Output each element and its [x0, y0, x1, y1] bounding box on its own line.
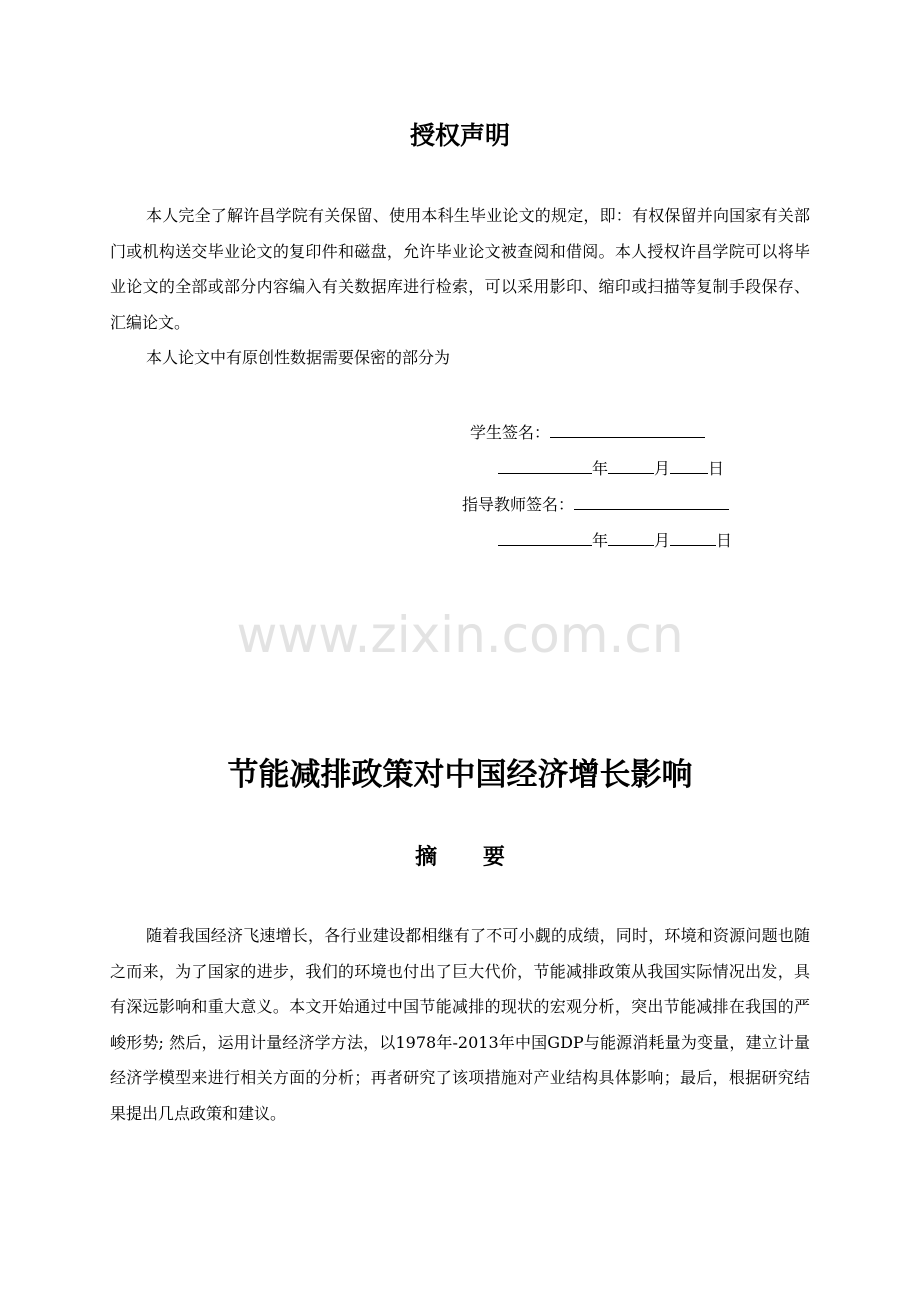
confidential-part-paragraph: 本人论文中有原创性数据需要保密的部分为 [146, 348, 451, 367]
advisor-signature-blank[interactable] [574, 491, 729, 510]
advisor-year-blank[interactable] [498, 527, 592, 546]
student-signature-blank[interactable] [550, 419, 705, 438]
authorization-title: 授权声明 [409, 121, 510, 150]
thesis-title: 节能减排政策对中国经济增长影响 [227, 757, 693, 793]
abstract-heading: 摘 要 [415, 845, 505, 870]
student-date-row [498, 455, 724, 481]
student-month-blank[interactable] [608, 455, 654, 474]
student-year-blank[interactable] [498, 455, 592, 474]
abstract-paragraph: 随着我国经济飞速增长，各行业建设都相继有了不可小觑的成绩，同时，环境和资源问题也随之而来，为了国家的进步，我们的环境也付出了巨大代价，节能减排政策从我国实际情况出发，具有深远影响和重大意义。本文开始通过中国节能减排的现状的宏观分析，突出节能减排在我国的严峻形势; 然后，运用计量经济学方法，以1978年-2013年中国GDP与能源消耗量为变量，建立计量经济学模型来进行相关方面的分析；再者研究了该项措施对产业结构具体影响；最后，根据研究结果提出几点政策和建议。 [110, 926, 810, 1123]
advisor-date-row [498, 527, 732, 553]
day-label: 日 [708, 459, 725, 478]
watermark: www.zixin.com.cn [236, 606, 684, 664]
advisor-signature-row [462, 491, 729, 517]
advisor-signature-label: 指导教师签名： [462, 495, 575, 514]
student-signature-row [470, 419, 705, 445]
advisor-month-blank[interactable] [608, 527, 654, 546]
student-day-blank[interactable] [670, 455, 708, 474]
student-signature-label: 学生签名： [470, 423, 551, 442]
advisor-day-blank[interactable] [670, 527, 716, 546]
month-label: 月 [654, 531, 671, 550]
year-label: 年 [592, 459, 609, 478]
year-label: 年 [592, 531, 609, 550]
authorization-paragraph: 本人完全了解许昌学院有关保留、使用本科生毕业论文的规定，即：有权保留并向国家有关部门或机构送交毕业论文的复印件和磁盘，允许毕业论文被查阅和借阅。本人授权许昌学院可以将毕业论文的全部或部分内容编入有关数据库进行检索，可以采用影印、缩印或扫描等复制手段保存、汇编论文。 [110, 206, 810, 332]
day-label: 日 [716, 531, 733, 550]
month-label: 月 [654, 459, 671, 478]
